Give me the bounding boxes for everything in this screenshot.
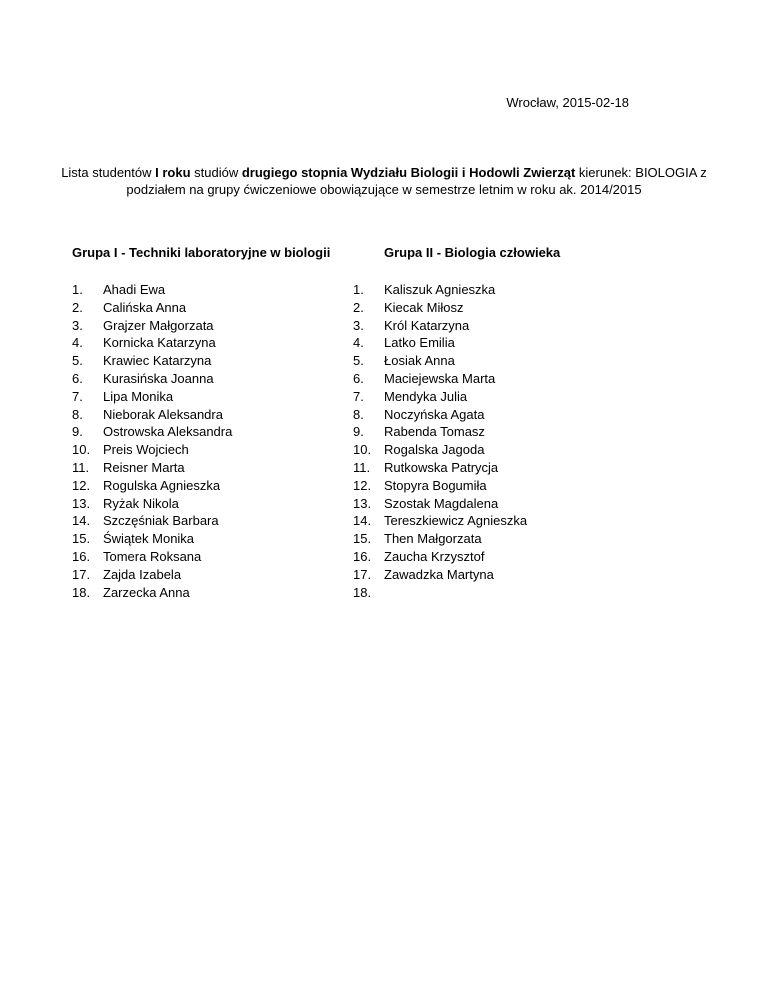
student-row: [353, 441, 527, 459]
student-name: Rogalska Jagoda: [384, 442, 485, 458]
student-row: [72, 459, 232, 477]
student-number: 11.: [353, 459, 371, 475]
student-name: Tereszkiewicz Agnieszka: [384, 513, 528, 529]
student-number: 1.: [353, 282, 364, 297]
student-row: [72, 317, 232, 335]
student-row: [72, 441, 232, 459]
student-number: 14.: [72, 513, 91, 529]
intro-text-2: studiów: [190, 165, 242, 180]
student-row: [353, 459, 527, 477]
student-number: 5.: [72, 353, 83, 369]
student-row: [72, 334, 232, 352]
student-number: 11.: [72, 459, 90, 475]
student-name: Zarzecka Anna: [103, 584, 190, 600]
student-name: Ryżak Nikola: [103, 495, 179, 511]
student-number: 7.: [72, 388, 83, 404]
intro-paragraph: [60, 164, 708, 198]
student-name: Stopyra Bogumiła: [384, 477, 487, 493]
group-2-student-list: [353, 281, 527, 601]
student-number: 7.: [353, 388, 364, 404]
student-row: [72, 566, 232, 584]
student-name: Szostak Magdalena: [384, 495, 499, 511]
student-number: 12.: [353, 477, 372, 493]
student-name: Preis Wojciech: [103, 442, 189, 458]
student-number: 10.: [72, 442, 91, 458]
student-number: 2.: [353, 299, 364, 315]
student-number: 18.: [353, 584, 372, 600]
student-number: 3.: [353, 317, 364, 333]
student-number: 15.: [72, 531, 91, 547]
student-row: [353, 370, 527, 388]
student-number: 18.: [72, 584, 91, 600]
student-name: Król Katarzyna: [384, 317, 470, 333]
student-number: 17.: [72, 566, 91, 582]
student-row: [72, 512, 232, 530]
student-row: [72, 370, 232, 388]
student-name: Zaucha Krzysztof: [384, 548, 485, 564]
student-name: Maciejewska Marta: [384, 370, 496, 386]
student-row: [353, 281, 527, 299]
student-row: [353, 334, 527, 352]
student-row: [353, 406, 527, 424]
student-number: 9.: [353, 424, 364, 440]
student-row: [353, 352, 527, 370]
student-number: 6.: [72, 370, 83, 386]
student-name: Ahadi Ewa: [103, 282, 166, 297]
student-number: 8.: [72, 406, 83, 422]
student-row: [353, 423, 527, 441]
student-row: [72, 584, 232, 602]
student-number: 16.: [353, 548, 372, 564]
student-name: Zajda Izabela: [103, 566, 182, 582]
student-row: [353, 317, 527, 335]
student-row: [353, 548, 527, 566]
student-row: [72, 352, 232, 370]
student-row: [353, 299, 527, 317]
student-row: [72, 530, 232, 548]
student-name: Rogulska Agnieszka: [103, 477, 221, 493]
student-name: Then Małgorzata: [384, 531, 482, 547]
student-name: Kiecak Miłosz: [384, 299, 464, 315]
student-number: 13.: [72, 495, 91, 511]
student-row: [72, 388, 232, 406]
student-name: Rutkowska Patrycja: [384, 459, 499, 475]
student-number: 8.: [353, 406, 364, 422]
student-number: 3.: [72, 317, 83, 333]
student-name: Kurasińska Joanna: [103, 370, 214, 386]
intro-text-1: Lista studentów: [61, 165, 156, 180]
student-name: Noczyńska Agata: [384, 406, 485, 422]
student-number: 14.: [353, 513, 372, 529]
student-number: 16.: [72, 548, 91, 564]
student-row: [353, 477, 527, 495]
student-name: Rabenda Tomasz: [384, 424, 485, 440]
student-number: 12.: [72, 477, 91, 493]
student-name: Świątek Monika: [103, 531, 195, 547]
student-name: Tomera Roksana: [103, 548, 202, 564]
student-number: 10.: [353, 442, 372, 458]
student-name: Krawiec Katarzyna: [103, 353, 212, 369]
student-number: 17.: [353, 566, 372, 582]
student-row: [72, 281, 232, 299]
student-row: [72, 299, 232, 317]
student-row: [353, 495, 527, 513]
student-name: Nieborak Aleksandra: [103, 406, 223, 422]
student-name: Mendyka Julia: [384, 388, 468, 404]
student-name: Łosiak Anna: [384, 353, 455, 369]
student-name: Zawadzka Martyna: [384, 566, 494, 582]
student-number: 5.: [353, 353, 364, 369]
student-row: [353, 584, 527, 602]
student-number: 2.: [72, 299, 83, 315]
intro-bold-year: I roku: [155, 165, 191, 180]
intro-bold-faculty: drugiego stopnia Wydziału Biologii i Hodowli Zwierząt: [241, 165, 576, 180]
student-number: 13.: [353, 495, 372, 511]
document-date: Wrocław, 2015-02-18: [506, 95, 629, 110]
student-row: [72, 406, 232, 424]
group-1-student-list: [72, 281, 232, 601]
student-row: [353, 512, 527, 530]
student-number: 1.: [72, 282, 83, 297]
student-row: [353, 566, 527, 584]
student-row: [72, 423, 232, 441]
student-name: Calińska Anna: [103, 299, 187, 315]
student-number: 15.: [353, 531, 372, 547]
student-row: [72, 495, 232, 513]
student-row: [72, 477, 232, 495]
student-number: 6.: [353, 370, 364, 386]
student-name: Reisner Marta: [103, 459, 185, 475]
student-name: Kornicka Katarzyna: [103, 335, 216, 351]
student-number: 4.: [353, 335, 364, 351]
student-name: Szczęśniak Barbara: [103, 513, 219, 529]
student-number: 9.: [72, 424, 83, 440]
student-number: 4.: [72, 335, 83, 351]
student-name: Kaliszuk Agnieszka: [384, 282, 496, 297]
student-row: [72, 548, 232, 566]
student-name: Latko Emilia: [384, 335, 455, 351]
student-name: Ostrowska Aleksandra: [103, 424, 233, 440]
group-1-title: Grupa I - Techniki laboratoryjne w biologii: [72, 245, 331, 260]
group-2-title: Grupa II - Biologia człowieka: [384, 245, 561, 260]
student-row: [353, 530, 527, 548]
student-row: [353, 388, 527, 406]
student-name: Lipa Monika: [103, 388, 174, 404]
student-name: Grajzer Małgorzata: [103, 317, 214, 333]
intro-text-3: kierunek: BIOLOGIA z podziałem na grupy ćwiczeniowe obowiązujące w semestrze letnim w roku ak. 2014/2015: [126, 165, 707, 197]
